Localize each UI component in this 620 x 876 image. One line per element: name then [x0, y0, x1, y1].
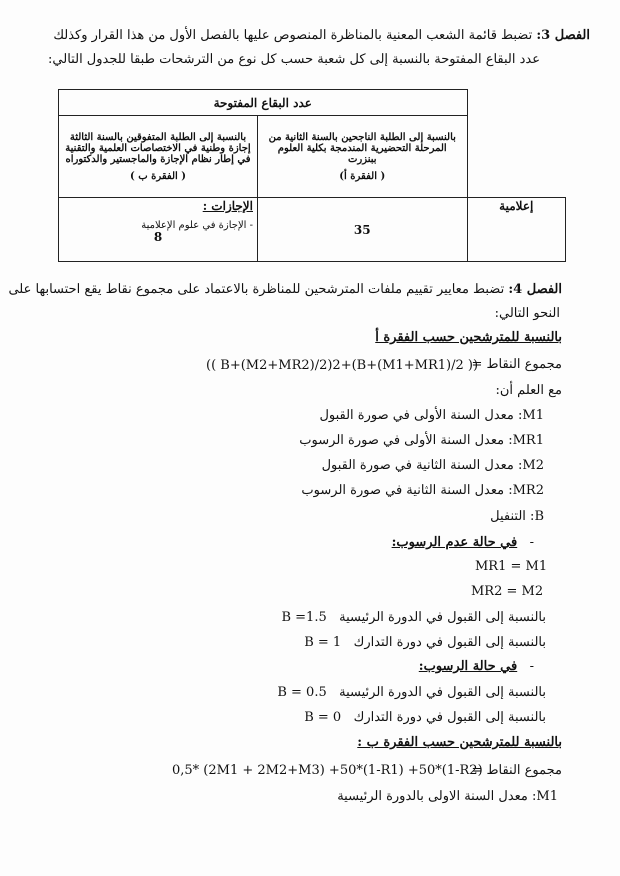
col-a-ref: ( الفقرة أ) [339, 170, 386, 182]
header-branch-empty [467, 90, 566, 198]
col-a-header [258, 116, 468, 198]
eq-mr2: MR2 = M2 [471, 584, 544, 599]
col-b-header [59, 116, 258, 198]
row-b-cell [59, 198, 258, 262]
eq-mr1: MR1 = M1 [475, 559, 548, 574]
row-b-title: الإجازات : [202, 199, 253, 213]
article4-line2: النحو التالي: [494, 306, 560, 321]
case-fail: - في حالة الرسوب: [418, 659, 534, 674]
def-m2: M2: معدل السنة الثانية في صورة القبول [321, 458, 544, 473]
section-a-knowing: مع العلم أن: [495, 383, 562, 398]
article3-line2: عدد البقاع المفتوحة بالنسبة إلى كل شعبة حسب كل نوع من الترشحات طبقا للجدول التالي: [48, 52, 540, 67]
def-m1: M1: معدل السنة الأولى في صورة القبول [319, 408, 544, 423]
section-b-formula: 0,5* (2M1 + 2M2+M3) +50*(1-R1) +50*(1-R2) [172, 763, 483, 778]
section-b-total-label: مجموع النقاط = [471, 763, 562, 778]
article4-line1 [8, 282, 562, 298]
row-b-item: - الإجازة في علوم الإعلامية [141, 220, 253, 231]
section-b-heading: بالنسبة للمترشحين حسب الفقرة ب : [357, 735, 562, 750]
def-b-m1: M1: معدل السنة الاولى بالدورة الرئيسية [337, 789, 558, 804]
col-b-ref: ( الفقرة ب ) [129, 170, 187, 182]
open-seats-table [58, 89, 566, 262]
rule-b1: بالنسبة إلى القبول في دورة التدارك B = 1 [304, 635, 546, 650]
col-b-text: بالنسبة إلى الطلبة المتفوقين بالسنة الثالثة إجازة وطنية في الاختصاصات العلمية والتقنية في إطار نظام الإجازة والماجستير والدكتوراه [65, 131, 251, 165]
article3-line1 [53, 28, 590, 44]
rule-b0: بالنسبة إلى القبول في دورة التدارك B = 0 [304, 710, 546, 725]
def-b: B: التنفيل [490, 509, 544, 524]
rule-b15: بالنسبة إلى القبول في الدورة الرئيسية B =1.5 [281, 610, 546, 625]
case-no-fail: - في حالة عدم الرسوب: [391, 535, 534, 550]
rule-b05: بالنسبة إلى القبول في الدورة الرئيسية B = 0.5 [277, 685, 546, 700]
section-a-heading: بالنسبة للمترشحين حسب الفقرة أ [375, 330, 562, 345]
article3-text1: تضبط قائمة الشعب المعنية بالمناظرة المنصوص عليها بالفصل الأول من هذا القرار وكذلك [53, 28, 533, 43]
def-mr1: MR1: معدل السنة الأولى في صورة الرسوب [299, 433, 544, 448]
article4-text1: تضبط معايير تقييم ملفات المترشحين للمناظرة بالاعتماد على مجموع نقاط يقع احتسابها على [8, 282, 505, 297]
article3-label: الفصل 3: [536, 28, 590, 43]
row-a-value: 35 [258, 198, 468, 262]
row-branch: إعلامية [467, 198, 566, 262]
def-mr2: MR2: معدل السنة الثانية في صورة الرسوب [301, 483, 544, 498]
article4-label: الفصل 4: [508, 282, 562, 297]
col-a-text: بالنسبة إلى الطلبة الناجحين بالسنة الثانية من المرحلة التحضيرية المندمجة بكلية العلوم ببنزرت [268, 131, 456, 165]
open-seats-header: عدد البقاع المفتوحة [59, 90, 468, 116]
section-a-formula: (( B+(M2+MR2)/2)2+(B+(M1+MR1)/2 )) [206, 358, 479, 373]
row-b-value: 8 [153, 230, 163, 244]
section-a-total-label: مجموع النقاط = [471, 357, 562, 372]
